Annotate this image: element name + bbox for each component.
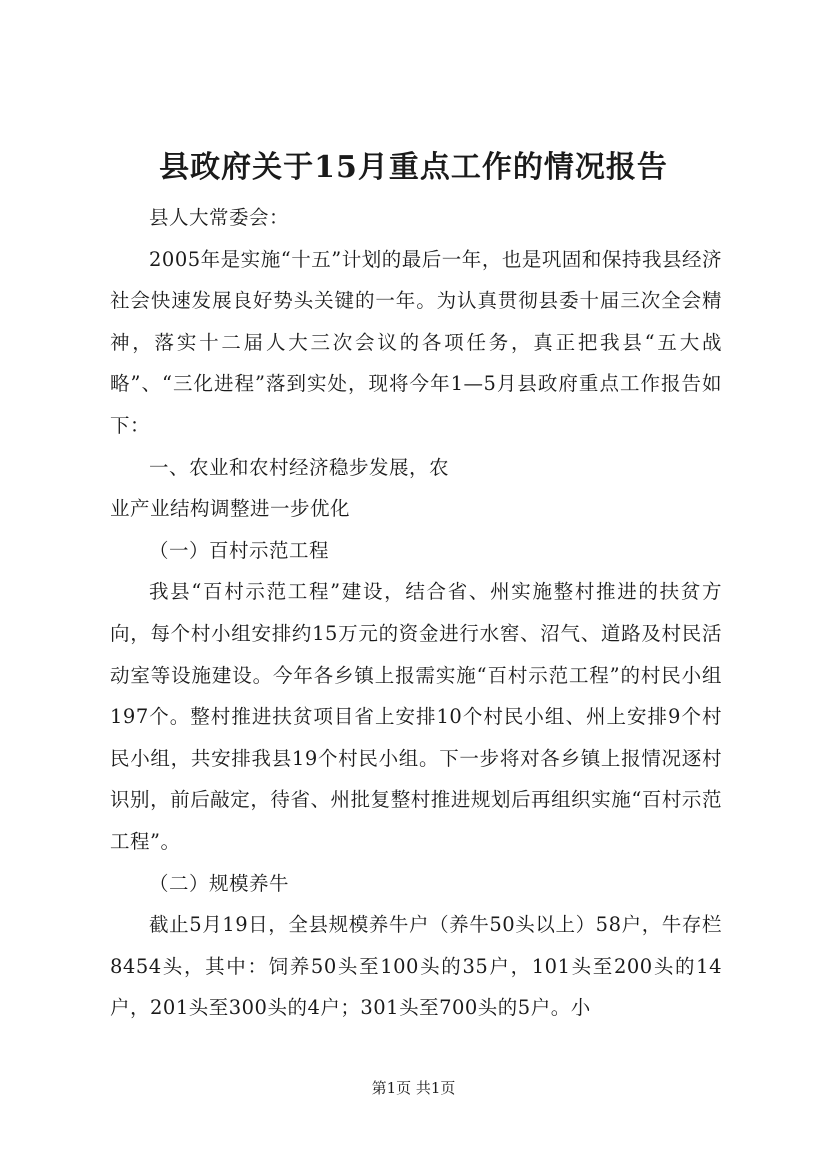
section-heading-1a: 一、农业和农村经济稳步发展，农	[149, 455, 450, 479]
paragraph-cattle: 截止5月19日，全县规模养牛户（养牛50头以上）58户，牛存栏8454头，其中：饲养50头至100头的35户，101头至200头的14户，201头至300头的4户；301头至700头的5户。小	[110, 913, 722, 1020]
salutation: 县人大常委会：	[149, 206, 290, 229]
subsection-heading-2: （二）规模养牛	[149, 871, 290, 895]
paragraph-intro: 2005年是实施“十五”计划的最后一年，也是巩固和保持我县经济社会快速发展良好势头关键的一年。为认真贯彻县委十届三次全会精神，落实十二届人大三次会议的各项任务，真正把我县“五大战略”、“三化进程”落到实处，现将今年1—5月县政府重点工作报告如下：	[110, 247, 722, 437]
page-number-label: 第1页 共1页	[371, 1079, 456, 1097]
page-footer	[0, 1078, 827, 1098]
section-heading-1b: 业产业结构调整进一步优化	[110, 497, 351, 521]
paragraph-village-project: 我县“百村示范工程”建设，结合省、州实施整村推进的扶贫方向，每个村小组安排约15万元的资金进行水窖、沼气、道路及村民活动室等设施建设。今年各乡镇上报需实施“百村示范工程”的村民小组197个。整村推进扶贫项目省上安排10个村民小组、州上安排9个村民小组，共安排我县19个村民小组。下一步将对各乡镇上报情况逐村识别，前后敲定，待省、州批复整村推进规划后再组织实施“百村示范工程”。	[110, 580, 722, 853]
document-body	[110, 197, 722, 1029]
document-title: 县政府关于15月重点工作的情况报告	[159, 150, 668, 185]
subsection-heading-1: （一）百村示范工程	[149, 538, 330, 562]
